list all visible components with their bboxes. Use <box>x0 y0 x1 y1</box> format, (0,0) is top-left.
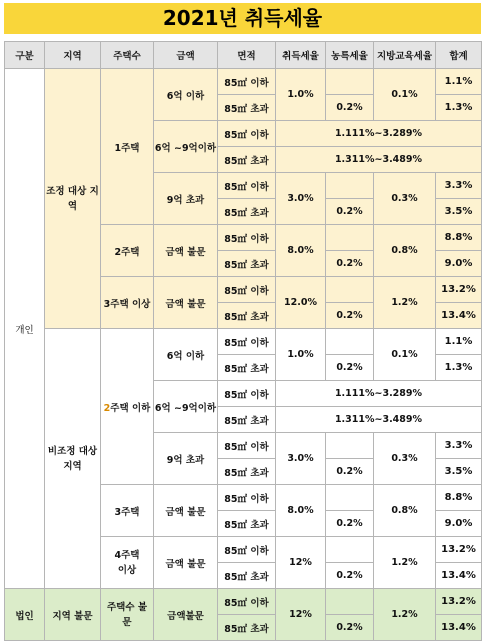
range-rate: 1.111%~3.289% <box>276 121 482 147</box>
header-row <box>5 42 482 69</box>
agri-rate: 0.2% <box>326 355 374 381</box>
category-corporate: 법인 <box>5 589 45 641</box>
edu-rate: 0.1% <box>374 69 436 121</box>
area-gt: 85㎡ 초과 <box>218 355 276 381</box>
header-area: 면적 <box>218 42 276 69</box>
area-le: 85㎡ 이하 <box>218 225 276 251</box>
area-gt: 85㎡ 초과 <box>218 407 276 433</box>
edu-rate: 0.8% <box>374 485 436 537</box>
agri-rate: 0.2% <box>326 303 374 329</box>
amount-6-9: 6억 ~9억이하 <box>154 381 218 433</box>
acq-rate: 3.0% <box>276 173 326 225</box>
house-4plus: 4주택 이상 <box>101 537 154 589</box>
table-row <box>5 69 482 95</box>
total-rate: 1.1% <box>436 69 482 95</box>
agri-rate: 0.2% <box>326 615 374 641</box>
region-any: 지역 불문 <box>45 589 101 641</box>
tax-rate-table <box>4 41 482 641</box>
edu-rate: 1.2% <box>374 589 436 641</box>
header-edu-rate: 지방교육세율 <box>374 42 436 69</box>
range-rate: 1.311%~3.489% <box>276 407 482 433</box>
range-rate: 1.311%~3.489% <box>276 147 482 173</box>
amount-any-corp: 금액불문 <box>154 589 218 641</box>
table-row <box>5 589 482 615</box>
total-rate: 13.4% <box>436 563 482 589</box>
agri-rate: 0.2% <box>326 511 374 537</box>
total-rate: 13.2% <box>436 589 482 615</box>
area-gt: 85㎡ 초과 <box>218 511 276 537</box>
edu-rate: 1.2% <box>374 537 436 589</box>
edu-rate: 0.3% <box>374 433 436 485</box>
amount-6-under: 6억 이하 <box>154 329 218 381</box>
area-gt: 85㎡ 초과 <box>218 147 276 173</box>
region-regulated <box>45 69 101 329</box>
acq-rate: 3.0% <box>276 433 326 485</box>
total-rate: 3.3% <box>436 433 482 459</box>
amount-any: 금액 불문 <box>154 225 218 277</box>
acq-rate: 12.0% <box>276 277 326 329</box>
region-non-regulated-label: 비조정 대상지역 <box>47 445 98 472</box>
amount-any: 금액 불문 <box>154 537 218 589</box>
area-le: 85㎡ 이하 <box>218 277 276 303</box>
agri-rate-empty <box>326 225 374 251</box>
range-rate: 1.111%~3.289% <box>276 381 482 407</box>
total-rate: 1.3% <box>436 95 482 121</box>
region-regulated-label: 조정 대상 지역 <box>46 185 99 212</box>
area-le: 85㎡ 이하 <box>218 381 276 407</box>
agri-rate: 0.2% <box>326 199 374 225</box>
header-amount: 금액 <box>154 42 218 69</box>
area-le: 85㎡ 이하 <box>218 485 276 511</box>
area-gt: 85㎡ 초과 <box>218 251 276 277</box>
acq-rate: 1.0% <box>276 69 326 121</box>
agri-rate: 0.2% <box>326 95 374 121</box>
area-gt: 85㎡ 초과 <box>218 303 276 329</box>
agri-rate: 0.2% <box>326 563 374 589</box>
table-row <box>5 329 482 355</box>
house-any: 주택수 불문 <box>101 589 154 641</box>
total-rate: 13.4% <box>436 303 482 329</box>
total-rate: 8.8% <box>436 485 482 511</box>
agri-rate-empty <box>326 173 374 199</box>
amount-any: 금액 불문 <box>154 277 218 329</box>
agri-rate-empty <box>326 277 374 303</box>
acq-rate: 8.0% <box>276 485 326 537</box>
total-rate: 13.2% <box>436 277 482 303</box>
header-category: 구분 <box>5 42 45 69</box>
area-le: 85㎡ 이하 <box>218 433 276 459</box>
area-le: 85㎡ 이하 <box>218 589 276 615</box>
total-rate: 13.4% <box>436 615 482 641</box>
total-rate: 9.0% <box>436 251 482 277</box>
area-le: 85㎡ 이하 <box>218 173 276 199</box>
total-rate: 1.1% <box>436 329 482 355</box>
agri-rate-empty <box>326 537 374 563</box>
area-le: 85㎡ 이하 <box>218 121 276 147</box>
house-3: 3주택 <box>101 485 154 537</box>
agri-rate: 0.2% <box>326 251 374 277</box>
agri-rate-empty <box>326 433 374 459</box>
house-2-or-less <box>101 329 154 485</box>
area-gt: 85㎡ 초과 <box>218 615 276 641</box>
area-gt: 85㎡ 초과 <box>218 199 276 225</box>
area-le: 85㎡ 이하 <box>218 69 276 95</box>
header-house-count: 주택수 <box>101 42 154 69</box>
category-individual: 개인 <box>5 69 45 589</box>
edu-rate: 0.3% <box>374 173 436 225</box>
acq-rate: 8.0% <box>276 225 326 277</box>
header-total: 합계 <box>436 42 482 69</box>
agri-rate: 0.2% <box>326 459 374 485</box>
area-le: 85㎡ 이하 <box>218 329 276 355</box>
house-2-or-less-rest: 주택 이하 <box>110 402 151 414</box>
amount-any: 금액 불문 <box>154 485 218 537</box>
header-acquisition-rate: 취득세율 <box>276 42 326 69</box>
area-gt: 85㎡ 초과 <box>218 95 276 121</box>
header-region: 지역 <box>45 42 101 69</box>
acq-rate: 12% <box>276 537 326 589</box>
amount-9-over: 9억 초과 <box>154 173 218 225</box>
total-rate: 3.3% <box>436 173 482 199</box>
header-agri-rate: 농특세율 <box>326 42 374 69</box>
area-gt: 85㎡ 초과 <box>218 563 276 589</box>
total-rate: 1.3% <box>436 355 482 381</box>
total-rate: 3.5% <box>436 459 482 485</box>
house-1: 1주택 <box>101 69 154 225</box>
agri-rate-empty <box>326 329 374 355</box>
edu-rate: 1.2% <box>374 277 436 329</box>
total-rate: 3.5% <box>436 199 482 225</box>
amount-9-over: 9억 초과 <box>154 433 218 485</box>
agri-rate-empty <box>326 69 374 95</box>
house-3plus: 3주택 이상 <box>101 277 154 329</box>
amount-6-under: 6억 이하 <box>154 69 218 121</box>
acq-rate: 1.0% <box>276 329 326 381</box>
total-rate: 13.2% <box>436 537 482 563</box>
page-title: 2021년 취득세율 <box>4 3 481 34</box>
agri-rate-empty <box>326 589 374 615</box>
amount-6-9: 6억 ~9억이하 <box>154 121 218 173</box>
total-rate: 9.0% <box>436 511 482 537</box>
acq-rate: 12% <box>276 589 326 641</box>
area-le: 85㎡ 이하 <box>218 537 276 563</box>
house-2-or-less-num: 2 <box>103 402 111 414</box>
edu-rate: 0.1% <box>374 329 436 381</box>
area-gt: 85㎡ 초과 <box>218 459 276 485</box>
region-non-regulated <box>45 329 101 589</box>
agri-rate-empty <box>326 485 374 511</box>
edu-rate: 0.8% <box>374 225 436 277</box>
house-2: 2주택 <box>101 225 154 277</box>
total-rate: 8.8% <box>436 225 482 251</box>
